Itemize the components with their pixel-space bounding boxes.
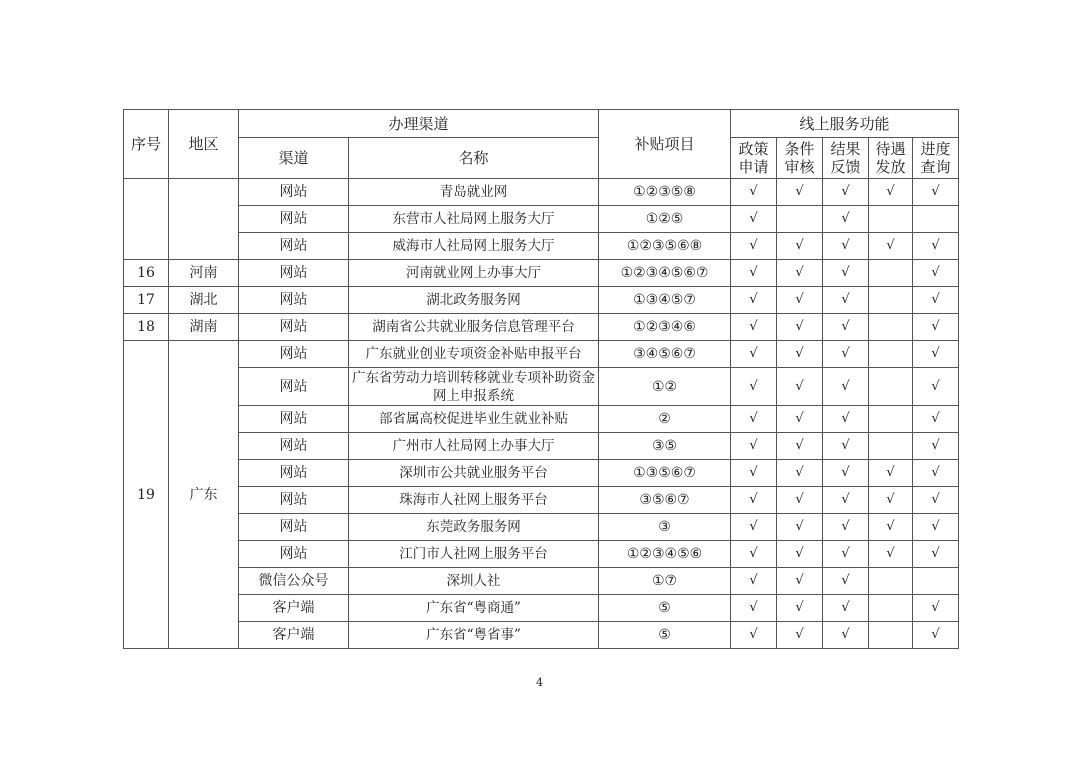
check-mark-icon: √ xyxy=(823,260,869,287)
row-name: 广东省劳动力培训转移就业专项补助资金网上申报系统 xyxy=(349,368,599,406)
online-service-table xyxy=(123,109,959,649)
row-channel: 网站 xyxy=(239,406,349,433)
row-subsidy: ①③⑤⑥⑦ xyxy=(599,460,731,487)
row-subsidy: ①⑦ xyxy=(599,568,731,595)
check-mark-icon: √ xyxy=(823,622,869,649)
table-row xyxy=(124,514,959,541)
check-mark-icon: √ xyxy=(869,514,913,541)
table-row xyxy=(124,368,959,406)
row-subsidy: ③⑤⑥⑦ xyxy=(599,487,731,514)
check-mark-icon: √ xyxy=(913,514,959,541)
empty-check-cell xyxy=(869,341,913,368)
row-name: 深圳人社 xyxy=(349,568,599,595)
header-function-review: 条件审核 xyxy=(777,138,823,179)
row-name: 广东就业创业专项资金补贴申报平台 xyxy=(349,341,599,368)
check-mark-icon: √ xyxy=(777,233,823,260)
check-mark-icon: √ xyxy=(823,314,869,341)
check-mark-icon: √ xyxy=(869,541,913,568)
check-mark-icon: √ xyxy=(913,260,959,287)
row-name: 东莞政务服务网 xyxy=(349,514,599,541)
empty-check-cell xyxy=(869,287,913,314)
row-subsidy: ③ xyxy=(599,514,731,541)
check-mark-icon: √ xyxy=(731,406,777,433)
table-row xyxy=(124,233,959,260)
check-mark-icon: √ xyxy=(777,514,823,541)
row-name: 河南就业网上办事大厅 xyxy=(349,260,599,287)
check-mark-icon: √ xyxy=(777,260,823,287)
row-channel: 网站 xyxy=(239,233,349,260)
row-name: 广东省“粤商通” xyxy=(349,595,599,622)
check-mark-icon: √ xyxy=(777,314,823,341)
empty-check-cell xyxy=(869,433,913,460)
check-mark-icon: √ xyxy=(777,179,823,206)
row-subsidy: ⑤ xyxy=(599,595,731,622)
table-row xyxy=(124,460,959,487)
check-mark-icon: √ xyxy=(823,233,869,260)
row-name: 东营市人社局网上服务大厅 xyxy=(349,206,599,233)
check-mark-icon: √ xyxy=(823,460,869,487)
row-subsidy: ③⑤ xyxy=(599,433,731,460)
row-channel: 网站 xyxy=(239,206,349,233)
row-channel: 客户端 xyxy=(239,595,349,622)
check-mark-icon: √ xyxy=(913,179,959,206)
row-region: 湖南 xyxy=(169,314,239,341)
check-mark-icon: √ xyxy=(731,179,777,206)
row-channel: 网站 xyxy=(239,314,349,341)
check-mark-icon: √ xyxy=(913,314,959,341)
row-subsidy: ①②⑤ xyxy=(599,206,731,233)
check-mark-icon: √ xyxy=(731,368,777,406)
row-channel: 微信公众号 xyxy=(239,568,349,595)
check-mark-icon: √ xyxy=(777,487,823,514)
table-row xyxy=(124,433,959,460)
empty-check-cell xyxy=(869,314,913,341)
row-subsidy: ①②③⑤⑥⑧ xyxy=(599,233,731,260)
check-mark-icon: √ xyxy=(777,341,823,368)
check-mark-icon: √ xyxy=(731,260,777,287)
row-name: 深圳市公共就业服务平台 xyxy=(349,460,599,487)
row-index: 19 xyxy=(124,341,169,649)
row-channel: 网站 xyxy=(239,433,349,460)
row-subsidy: ①② xyxy=(599,368,731,406)
check-mark-icon: √ xyxy=(777,460,823,487)
check-mark-icon: √ xyxy=(913,341,959,368)
header-name: 名称 xyxy=(349,138,599,179)
row-index: 16 xyxy=(124,260,169,287)
row-name: 广东省“粤省事” xyxy=(349,622,599,649)
check-mark-icon: √ xyxy=(913,541,959,568)
empty-check-cell xyxy=(869,595,913,622)
row-region xyxy=(169,179,239,260)
row-name: 湖南省公共就业服务信息管理平台 xyxy=(349,314,599,341)
check-mark-icon: √ xyxy=(777,406,823,433)
check-mark-icon: √ xyxy=(731,595,777,622)
check-mark-icon: √ xyxy=(823,595,869,622)
row-region: 河南 xyxy=(169,260,239,287)
row-channel: 网站 xyxy=(239,341,349,368)
check-mark-icon: √ xyxy=(731,206,777,233)
check-mark-icon: √ xyxy=(777,433,823,460)
check-mark-icon: √ xyxy=(731,287,777,314)
table-row xyxy=(124,179,959,206)
row-channel: 网站 xyxy=(239,287,349,314)
table-row xyxy=(124,260,959,287)
check-mark-icon: √ xyxy=(913,433,959,460)
check-mark-icon: √ xyxy=(777,622,823,649)
row-subsidy: ⑤ xyxy=(599,622,731,649)
row-channel: 网站 xyxy=(239,179,349,206)
empty-check-cell xyxy=(913,568,959,595)
check-mark-icon: √ xyxy=(823,341,869,368)
check-mark-icon: √ xyxy=(731,233,777,260)
check-mark-icon: √ xyxy=(777,368,823,406)
table-row xyxy=(124,595,959,622)
check-mark-icon: √ xyxy=(823,541,869,568)
header-channel-group: 办理渠道 xyxy=(239,110,599,138)
empty-check-cell xyxy=(869,368,913,406)
row-subsidy: ② xyxy=(599,406,731,433)
table-row xyxy=(124,406,959,433)
check-mark-icon: √ xyxy=(913,368,959,406)
header-function-progress: 进度查询 xyxy=(913,138,959,179)
check-mark-icon: √ xyxy=(823,487,869,514)
check-mark-icon: √ xyxy=(913,487,959,514)
table-row xyxy=(124,622,959,649)
check-mark-icon: √ xyxy=(731,622,777,649)
check-mark-icon: √ xyxy=(913,595,959,622)
row-region: 广东 xyxy=(169,341,239,649)
check-mark-icon: √ xyxy=(731,568,777,595)
table-row xyxy=(124,568,959,595)
check-mark-icon: √ xyxy=(823,568,869,595)
row-index: 17 xyxy=(124,287,169,314)
check-mark-icon: √ xyxy=(823,406,869,433)
check-mark-icon: √ xyxy=(777,568,823,595)
table-row xyxy=(124,314,959,341)
header-index: 序号 xyxy=(124,110,169,179)
empty-check-cell xyxy=(869,260,913,287)
row-channel: 网站 xyxy=(239,368,349,406)
table-row xyxy=(124,341,959,368)
check-mark-icon: √ xyxy=(913,406,959,433)
row-region: 湖北 xyxy=(169,287,239,314)
header-subsidy: 补贴项目 xyxy=(599,110,731,179)
check-mark-icon: √ xyxy=(731,514,777,541)
check-mark-icon: √ xyxy=(731,460,777,487)
check-mark-icon: √ xyxy=(913,460,959,487)
row-name: 威海市人社局网上服务大厅 xyxy=(349,233,599,260)
empty-check-cell xyxy=(777,206,823,233)
row-subsidy: ③④⑤⑥⑦ xyxy=(599,341,731,368)
table-row xyxy=(124,487,959,514)
table-body xyxy=(124,179,959,649)
table-row xyxy=(124,206,959,233)
table-row xyxy=(124,541,959,568)
check-mark-icon: √ xyxy=(869,460,913,487)
row-subsidy: ①③④⑤⑦ xyxy=(599,287,731,314)
empty-check-cell xyxy=(869,206,913,233)
row-name: 青岛就业网 xyxy=(349,179,599,206)
check-mark-icon: √ xyxy=(777,595,823,622)
check-mark-icon: √ xyxy=(731,433,777,460)
check-mark-icon: √ xyxy=(823,206,869,233)
row-channel: 客户端 xyxy=(239,622,349,649)
row-name: 江门市人社网上服务平台 xyxy=(349,541,599,568)
empty-check-cell xyxy=(869,568,913,595)
check-mark-icon: √ xyxy=(731,487,777,514)
check-mark-icon: √ xyxy=(731,314,777,341)
header-region: 地区 xyxy=(169,110,239,179)
row-subsidy: ①②③⑤⑧ xyxy=(599,179,731,206)
row-name: 珠海市人社网上服务平台 xyxy=(349,487,599,514)
check-mark-icon: √ xyxy=(913,287,959,314)
header-function-feedback: 结果反馈 xyxy=(823,138,869,179)
check-mark-icon: √ xyxy=(823,368,869,406)
row-index xyxy=(124,179,169,260)
header-online-group: 线上服务功能 xyxy=(731,110,959,138)
check-mark-icon: √ xyxy=(869,233,913,260)
row-name: 湖北政务服务网 xyxy=(349,287,599,314)
check-mark-icon: √ xyxy=(731,341,777,368)
header-function-payment: 待遇发放 xyxy=(869,138,913,179)
row-subsidy: ①②③④⑤⑥ xyxy=(599,541,731,568)
check-mark-icon: √ xyxy=(777,541,823,568)
page-number: 4 xyxy=(536,676,543,689)
row-channel: 网站 xyxy=(239,460,349,487)
check-mark-icon: √ xyxy=(731,541,777,568)
check-mark-icon: √ xyxy=(823,433,869,460)
empty-check-cell xyxy=(913,206,959,233)
check-mark-icon: √ xyxy=(823,179,869,206)
check-mark-icon: √ xyxy=(823,514,869,541)
row-subsidy: ①②③④⑥ xyxy=(599,314,731,341)
row-channel: 网站 xyxy=(239,487,349,514)
row-name: 部省属高校促进毕业生就业补贴 xyxy=(349,406,599,433)
check-mark-icon: √ xyxy=(823,287,869,314)
table-row xyxy=(124,287,959,314)
row-channel: 网站 xyxy=(239,260,349,287)
empty-check-cell xyxy=(869,406,913,433)
row-channel: 网站 xyxy=(239,541,349,568)
check-mark-icon: √ xyxy=(869,179,913,206)
row-subsidy: ①②③④⑤⑥⑦ xyxy=(599,260,731,287)
check-mark-icon: √ xyxy=(913,622,959,649)
empty-check-cell xyxy=(869,622,913,649)
row-index: 18 xyxy=(124,314,169,341)
check-mark-icon: √ xyxy=(869,487,913,514)
header-channel: 渠道 xyxy=(239,138,349,179)
check-mark-icon: √ xyxy=(777,287,823,314)
row-name: 广州市人社局网上办事大厅 xyxy=(349,433,599,460)
row-channel: 网站 xyxy=(239,514,349,541)
header-function-apply: 政策申请 xyxy=(731,138,777,179)
check-mark-icon: √ xyxy=(913,233,959,260)
